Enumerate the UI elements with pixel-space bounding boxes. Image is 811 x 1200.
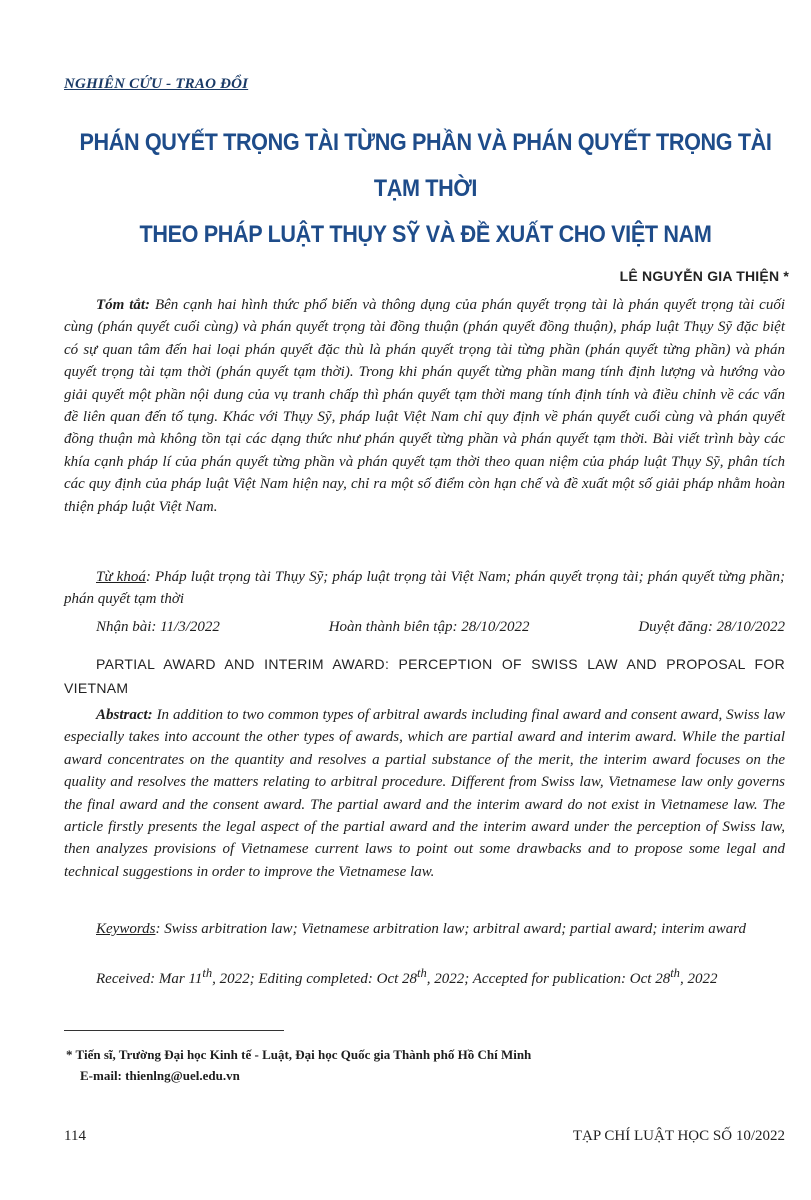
english-title: PARTIAL AWARD AND INTERIM AWARD: PERCEPTION OF SWISS LAW AND PROPOSAL FOR VIETNAM	[64, 656, 785, 696]
received-date: Nhận bài: 11/3/2022	[96, 619, 220, 635]
author-email[interactable]: E-mail: thienlng@uel.edu.vn	[80, 1068, 240, 1083]
editing-date-en: , 2022; Editing completed: Oct 28	[212, 971, 418, 987]
english-keywords	[64, 918, 785, 940]
accepted-date-en: , 2022; Accepted for publication: Oct 28	[426, 971, 671, 987]
vietnamese-dates	[96, 619, 785, 636]
vietnamese-keywords	[64, 566, 785, 611]
english-keywords-text: : Swiss arbitration law; Vietnamese arbitration law; arbitral award; partial award; interim award	[155, 921, 747, 937]
article-title-line-2: THEO PHÁP LUẬT THỤY SỸ VÀ ĐỀ XUẤT CHO VIỆT NAM	[139, 221, 712, 248]
english-abstract	[64, 704, 785, 883]
english-keywords-label: Keywords	[96, 921, 156, 937]
editing-ordinal: th	[417, 966, 427, 980]
page-number: 114	[64, 1128, 86, 1144]
received-date-en: Received: Mar 11	[96, 971, 203, 987]
footnote-divider	[64, 1030, 284, 1031]
vietnamese-abstract-lead: Tóm tắt:	[96, 297, 151, 313]
footnote	[66, 1044, 786, 1086]
article-title-line-1: PHÁN QUYẾT TRỌNG TÀI TỪNG PHẦN VÀ PHÁN QUYẾT TRỌNG TÀI TẠM THỜI	[79, 129, 772, 202]
article-title	[79, 120, 773, 258]
vietnamese-keywords-label: Từ khoá	[96, 569, 146, 585]
section-label: NGHIÊN CỨU - TRAO ĐỔI	[64, 76, 249, 92]
accepted-ordinal: th	[670, 966, 680, 980]
page-footer	[64, 1128, 785, 1145]
english-abstract-lead: Abstract:	[96, 707, 153, 723]
edited-date: Hoàn thành biên tập: 28/10/2022	[328, 619, 530, 635]
accepted-date: Duyệt đăng: 28/10/2022	[638, 619, 785, 635]
journal-name: TẠP CHÍ LUẬT HỌC SỐ 10/2022	[572, 1128, 785, 1144]
vietnamese-keywords-text: : Pháp luật trọng tài Thụy Sỹ; pháp luật trọng tài Việt Nam; phán quyết trọng tài; phán quyết từng phần; phán quyết tạm thời	[64, 569, 785, 608]
author-name: LÊ NGUYỄN GIA THIỆN *	[619, 268, 789, 284]
english-dates	[96, 966, 717, 988]
vietnamese-abstract-text: Bên cạnh hai hình thức phổ biến và thông dụng của phán quyết trọng tài là phán quyết trọng tài cuối cùng (phán quyết cuối cùng) và phán quyết trọng tài đồng thuận (phán quyết đồng thuận), pháp luật Thụy Sỹ đặc biệt có sự quan tâm đến hai loại phán quyết đặc thù là phán quyết trọng tài từng phần (phán quyết từng phần) và phán quyết trọng tài tạm thời (phán quyết tạm thời). Trong khi phán quyết từng phần mang tính định lượng và hướng vào giải quyết một phần nội dung của vụ tranh chấp thì phán quyết tạm thời mang tính định tính và điều chỉnh về các vấn đề liên quan đến tố tụng. Khác với Thụy Sỹ, pháp luật Việt Nam chỉ quy định về phán quyết cuối cùng và phán quyết đồng thuận mà không tồn tại các dạng thức như phán quyết từng phần và phán quyết tạm thời. Bài viết trình bày các khía cạnh pháp lí của phán quyết từng phần và phán quyết tạm thời theo quan niệm của pháp luật Thụy Sỹ, phân tích các quy định của pháp luật Việt Nam hiện nay, chỉ ra một số điểm còn hạn chế và đề xuất một số giải pháp nhằm hoàn thiện pháp luật Việt Nam.	[64, 297, 786, 515]
vietnamese-abstract	[64, 294, 785, 518]
accepted-year-en: , 2022	[679, 971, 718, 987]
received-ordinal: th	[202, 966, 213, 980]
english-abstract-text: In addition to two common types of arbitral awards including final award and consent award, Swiss law especially takes into account the other types of awards, which are partial award and interim award. While the partial award concentrates on the quantity and resolves a partial substance of the merit, the interim award focuses on the quality and resolves the matters relating to arbitral procedure. Different from Swiss law, Vietnamese law only governs the final award and the consent award. The partial award and the interim award do not exist in Vietnamese law. The article firstly presents the legal aspect of the partial award and the interim award under the perception of Swiss law, then analyzes provisions of Vietnamese current laws to point out some drawbacks and to propose some legal and technical suggestions in order to improve the Vietnamese law.	[64, 707, 785, 880]
author-affiliation: * Tiến sĩ, Trường Đại học Kinh tế - Luật, Đại học Quốc gia Thành phố Hồ Chí Minh	[66, 1047, 532, 1062]
